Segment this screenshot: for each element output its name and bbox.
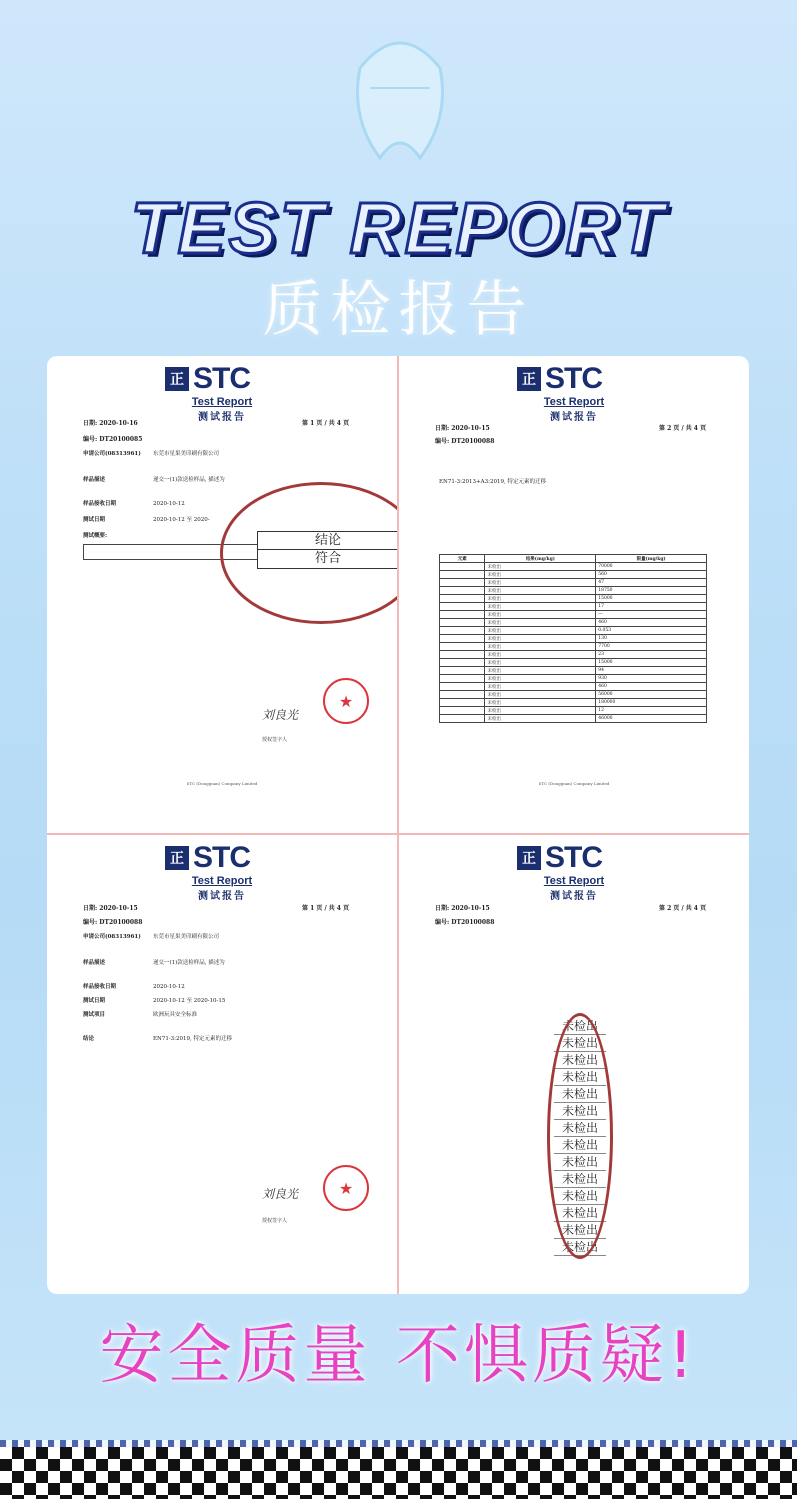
report-title-en: Test Report	[543, 396, 605, 408]
report-title-cn: 测试报告	[198, 891, 246, 902]
page-number: 第 1 页 / 共 4 页	[302, 905, 350, 912]
report-page-2	[399, 356, 749, 832]
slogan: 安全质量 不惧质疑!	[99, 1319, 698, 1393]
results-body	[440, 563, 707, 723]
stc-logo-icon: 正	[517, 367, 541, 391]
info-row: 结论 EN71-3:2019, 特定元素的迁移	[83, 1036, 233, 1042]
result-cell: 未检出	[554, 1103, 606, 1120]
result-row: 未检出 15000	[440, 595, 707, 603]
highlight-circle	[220, 482, 397, 624]
result-cell: 未检出	[554, 1154, 606, 1171]
result-row: 未检出 15000	[440, 659, 707, 667]
result-row: 未检出 930	[440, 675, 707, 683]
report-title-cn: 测试报告	[550, 412, 598, 423]
report-number: 编号: DT20100085	[83, 436, 143, 443]
results-table	[439, 554, 707, 723]
report-number: 编号: DT20100088	[83, 919, 143, 926]
result-cell: 未检出	[554, 1120, 606, 1137]
info-row: 测试项目 欧洲玩具安全标准	[83, 1012, 198, 1018]
checker-border	[0, 1447, 797, 1499]
signature: 刘良光	[262, 708, 299, 722]
report-date: 日期: 2020-10-16	[83, 420, 138, 427]
report-date: 日期: 2020-10-15	[435, 425, 490, 432]
result-cell: 未检出	[554, 1222, 606, 1239]
col-result: 结果(mg/kg)	[485, 555, 596, 563]
report-footer: STC (Dongguan) Company Limited	[538, 781, 610, 786]
result-cell: 未检出	[554, 1239, 606, 1256]
result-row: 未检出 47	[440, 579, 707, 587]
report-title-en: Test Report	[191, 396, 253, 408]
company-stamp: ★	[323, 1165, 369, 1211]
report-title-cn: 测试报告	[550, 891, 598, 902]
result-cell: 未检出	[554, 1137, 606, 1154]
report-date: 日期: 2020-10-15	[83, 905, 138, 912]
result-row: 未检出 180000	[440, 699, 707, 707]
result-row: 未检出 12	[440, 707, 707, 715]
stc-logo	[517, 362, 602, 395]
result-row: 未检出 17	[440, 603, 707, 611]
result-row: 未检出 46000	[440, 715, 707, 723]
result-row: 未检出 0.053	[440, 627, 707, 635]
info-row: 样品接收日期 2020-10-12	[83, 501, 185, 507]
info-row: 申请公司(08313961) 东莞市星果美印刷有限公司	[83, 451, 220, 457]
tooth-crown-decoration	[340, 28, 460, 168]
page-number: 第 1 页 / 共 4 页	[302, 420, 350, 427]
page-number: 第 2 页 / 共 4 页	[659, 905, 707, 912]
result-row: 未检出 94	[440, 667, 707, 675]
result-row: 未检出 56000	[440, 691, 707, 699]
report-date: 日期: 2020-10-15	[435, 905, 490, 912]
report-number: 编号: DT20100088	[435, 438, 495, 445]
stc-logo-text: STC	[193, 841, 250, 874]
stc-logo-text: STC	[545, 362, 602, 395]
result-row: 未检出 130	[440, 635, 707, 643]
signer-title: 授权签字人	[262, 737, 288, 743]
stc-logo-icon: 正	[165, 367, 189, 391]
conclusion-value: 符合	[257, 549, 397, 569]
stc-logo-text: STC	[545, 841, 602, 874]
title-english: TEST REPORT	[130, 189, 667, 269]
stc-logo	[165, 362, 250, 395]
col-element: 元素	[440, 555, 485, 563]
stc-logo-icon: 正	[165, 846, 189, 870]
result-row: 未检出 560	[440, 571, 707, 579]
result-row: 未检出 460	[440, 683, 707, 691]
result-row: 未检出 18750	[440, 587, 707, 595]
report-page-3	[47, 835, 397, 1294]
report-number: 编号: DT20100088	[435, 919, 495, 926]
stc-logo-icon: 正	[517, 846, 541, 870]
result-cell: 未检出	[554, 1018, 606, 1035]
info-row: 测试概要:	[83, 533, 108, 539]
info-row: 样品接收日期 2020-10-12	[83, 984, 185, 990]
result-cell: 未检出	[554, 1069, 606, 1086]
info-row: 样品描述 递交一(1)款送检样品, 描述为	[83, 960, 225, 966]
col-limit: 限量(mg/kg)	[596, 555, 707, 563]
result-row: 未检出 460	[440, 619, 707, 627]
result-cell: 未检出	[554, 1086, 606, 1103]
info-row: 测试日期 2020-10-12 至 2020-10-15	[83, 998, 226, 1004]
result-row: 未检出 23	[440, 651, 707, 659]
result-row: 未检出 7700	[440, 643, 707, 651]
highlight-ellipse	[547, 1013, 613, 1259]
result-cell: 未检出	[554, 1205, 606, 1222]
result-cell: 未检出	[554, 1188, 606, 1205]
report-sheet	[47, 356, 749, 1294]
test-standard: EN71-3:2013+A3:2019, 特定元素的迁移	[439, 479, 546, 485]
result-row: 未检出 70000	[440, 563, 707, 571]
stc-logo	[165, 841, 250, 874]
info-row: 样品描述 递交一(1)款送检样品, 描述为	[83, 477, 225, 483]
result-cell: 未检出	[554, 1035, 606, 1052]
result-row: 未检出 —	[440, 611, 707, 619]
report-title-cn: 测试报告	[198, 412, 246, 423]
result-cell: 未检出	[554, 1052, 606, 1069]
report-page-4	[399, 835, 749, 1294]
page-number: 第 2 页 / 共 4 页	[659, 425, 707, 432]
report-footer: STC (Dongguan) Company Limited	[186, 781, 258, 786]
report-title-en: Test Report	[191, 875, 253, 887]
conclusion-header: 结论	[257, 531, 397, 551]
stc-logo	[517, 841, 602, 874]
title-chinese: 质检报告	[262, 275, 535, 345]
info-row: 申请公司(08313961) 东莞市星果美印刷有限公司	[83, 934, 220, 940]
info-row: 测试日期 2020-10-12 至 2020-	[83, 517, 210, 523]
report-title-en: Test Report	[543, 875, 605, 887]
company-stamp: ★	[323, 678, 369, 724]
signer-title: 授权签字人	[262, 1218, 288, 1224]
stc-logo-text: STC	[193, 362, 250, 395]
report-page-1	[47, 356, 397, 832]
result-cell: 未检出	[554, 1171, 606, 1188]
signature: 刘良光	[262, 1187, 299, 1201]
